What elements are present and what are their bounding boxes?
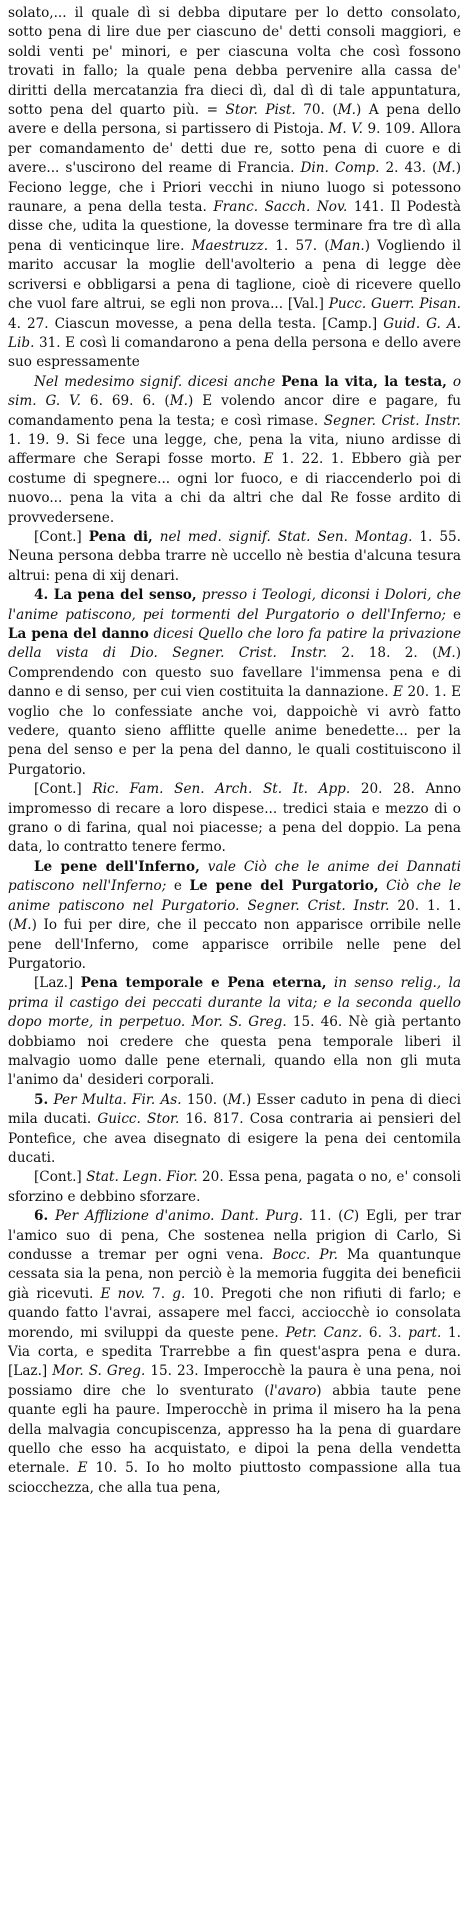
body-text: 31. E così li comandarono a pena della persona e dello avere suo espressamente [8, 334, 461, 371]
body-text: ) Comprendendo con questo suo favellare l'immensa pena e di danno e di senso, per cui vien costituita la dannazione. [8, 645, 461, 701]
body-text: 1. 57. ( [268, 237, 330, 254]
body-text [48, 1208, 55, 1224]
body-text: 15. 46. Nè già pertanto dobbiamo noi credere che questa pena temporale liberi il malvagio uomo dalle pene eternali, quando ella non gli muta l'animo da' desideri corporali. [8, 1014, 461, 1089]
paragraph [8, 1168, 461, 1207]
entry-heading: Pena di, [88, 528, 153, 545]
body-text: 4. 27. Ciascun movesse, a pena della testa. [Camp.] [8, 315, 384, 332]
body-text: 11. ( [303, 1208, 344, 1225]
citation-text: M. [169, 393, 188, 410]
citation-text: Mor. S. Greg. [52, 1363, 146, 1380]
body-text: 1. 19. 9. Si fece una legge, che, pena la vita, niuno ardisse di affermare che Serapi fosse morto. [8, 431, 461, 468]
entry-heading: Le pene del Purgatorio, [189, 878, 379, 895]
citation-text: Stat. Legn. Fior. [86, 1169, 198, 1186]
body-text: 20. 1. E voglio che lo confessiate anche voi, dappoichè vi avrò fatto vedere, quanto sieno afflitte quelle anime benedette... per la pena del senso e per la pena del danno, le quali costituiscono il Purgatorio. [8, 684, 461, 778]
citation-text: M. [337, 102, 356, 119]
body-text: 1. 55. Neuna persona debba trarre nè uccello nè bestia d'alcuna tesura altrui: pena di xij denari. [8, 528, 461, 584]
paragraph [8, 780, 461, 858]
body-text: ) abbia taute pene quante egli ha paure. Imperocchè in prima il misero ha la pena della malvagia concupiscenza, appresso ha la pena di guardare quello che esso ha acquistato, e dipoi la pena della vendetta eternale. [8, 1382, 461, 1477]
citation-text: Guid. G. A. Lib. [8, 315, 461, 351]
body-text: 20. Essa pena, pagata o no, e' consoli sforzino e debbino sforzare. [8, 1169, 461, 1205]
citation-text: Nel medesimo signif. dicesi anche [34, 373, 276, 390]
citation-text: Petr. Canz. [285, 1324, 363, 1341]
citation-text: Man. [329, 237, 365, 254]
citation-text: E [77, 1460, 88, 1477]
body-text: 6. 69. 6. ( [80, 393, 170, 410]
entry-heading: 6. [34, 1208, 49, 1225]
entry-heading: Pena temporale e Pena eterna, [80, 975, 327, 992]
entry-heading: Le pene dell'Inferno, [34, 858, 200, 875]
citation-text: in senso relig., la prima il castigo dei peccati durante la vita; e la seconda quello dopo morte, in perpetuo. Mor. S. Greg. [8, 975, 461, 1031]
citation-text: M. V. [328, 121, 363, 138]
body-text: ) Feciono legge, che i Priori vecchi in niuno luogo si potessono raunare, a pena della testa. [8, 160, 461, 216]
body-text [153, 529, 160, 545]
citation-text: E [263, 451, 274, 468]
body-text: ) Egli, per trar l'amico suo di pena, Che sostenea nella prigion di Carlo, Si condusse a tremar per ogni vena. [8, 1208, 461, 1263]
body-text: ) Io fui per dire, che il peccato non apparisce orribile nelle pene dell'Inferno, come apparisce orribile nelle pene del Purgatorio. [8, 917, 461, 972]
entry-heading: 5. [34, 1091, 49, 1108]
entry-heading: Pena la vita, la testa, [281, 373, 447, 390]
body-text: solato,... il quale dì si debba diputare per lo detto consolato, sotto pena di lire due per ciascuno de' detti consoli maggiori, e soldi venti pe' minori, e per ciascuna volta che così fossono trovati in fallo; la quale pena debba pervenire alla cassa de' diritti della mercatanzia fra dieci dì, dal dì di tale appuntatura, sotto pena del quarto più. = [8, 5, 461, 119]
citation-text: Stor. Pist. [225, 102, 296, 119]
paragraph [8, 858, 461, 974]
citation-text: M. [227, 1091, 246, 1108]
body-text: 16. 817. Cosa contraria ai pensieri del Pontefice, che avea disegnato di esigere la pena dei centomila ducati. [8, 1111, 461, 1166]
body-text: e [445, 606, 462, 623]
body-text: 7. [144, 1285, 173, 1302]
citation-text: Per Multa. Fir. As. [53, 1091, 182, 1108]
body-text: 10. Pregoti che non rifiuti di farlo; e quando fatto l'avrai, assapere mel facci, acciocchè io consolata morendo, mi sviluppi da queste pene. [8, 1285, 461, 1341]
body-text: 6. 3. [362, 1324, 409, 1341]
paragraph [8, 373, 461, 528]
citation-text: Ric. Fam. Sen. Arch. St. It. App. [92, 781, 351, 798]
citation-text: g. [172, 1285, 186, 1302]
body-text: 141. Il Podestà disse che, udita la questione, la dovesse terminare fra tre dì alla pena di venticinque lire. [8, 199, 461, 254]
citation-text: Franc. Sacch. Nov. [213, 199, 348, 216]
body-text: 2. 18. 2. ( [327, 645, 438, 662]
entry-heading: La pena del danno [8, 626, 149, 642]
citation-text: M. [437, 160, 456, 177]
citation-text: Maestruzz. [191, 237, 269, 254]
body-text: 9. 109. Allora per comandamento de' detti due re, sotto pena di cuore e di avere... s'uscirono del reame di Francia. [8, 121, 461, 177]
paragraph [8, 4, 461, 373]
body-text: 2. 43. ( [379, 160, 438, 177]
body-text: ) Vogliendo il marito accusar la moglie dell'avolterio a pena di legge dèe scriversi e obbligarsi a pena di taglione, cioè di ricevere quello che vuol fare altrui, se egli non prova... [Val.] [8, 237, 462, 313]
citation-text: C [343, 1208, 354, 1225]
body-text: [Cont.] [34, 528, 89, 545]
body-text: 1. Via corta, e spedita Trarrebbe a fin quest'aspra pena e dura. [Laz.] [8, 1324, 461, 1380]
body-text: 15. 23. Imperocchè la paura è una pena, noi possiamo dire che lo sventurato ( [8, 1363, 461, 1399]
citation-text: Bocc. Pr. [272, 1247, 338, 1263]
body-text: ) Esser caduto in pena di dieci mila ducati. [8, 1091, 462, 1128]
body-text [327, 975, 334, 991]
paragraph [8, 1207, 461, 1498]
citation-text: presso i Teologi, diconsi i Dolori, che l'anime patiscono, pei tormenti del Purgatorio o dell'Inferno; [8, 587, 461, 623]
citation-text: Segner. Crist. Instr. [323, 412, 461, 429]
body-text: e [166, 878, 190, 895]
paragraph [8, 528, 461, 586]
citation-text: part. [408, 1324, 442, 1341]
body-text: 150. ( [181, 1091, 228, 1108]
paragraph [8, 1091, 461, 1169]
citation-text: E nov. [100, 1285, 145, 1302]
citation-text: E [393, 684, 403, 701]
body-text [200, 859, 208, 875]
citation-text: M. [437, 645, 456, 662]
paragraph [8, 586, 461, 780]
body-text: [Laz.] [34, 975, 81, 992]
body-text: 10. 5. Io ho molto piuttosto compassione alla tua sciocchezza, che alla tua pena, [8, 1460, 461, 1496]
citation-text: Guicc. Stor. [97, 1111, 180, 1128]
citation-text: dicesi Quello che loro fa patire la privazione della vista di Dio. Segner. Crist. Instr. [8, 626, 461, 662]
citation-text: Per Afflizione d'animo. Dant. Purg. [54, 1208, 303, 1225]
body-text: [Cont.] [34, 1169, 87, 1186]
body-text: ) E volendo ancor dire e pagare, fu comandamento pena la testa; e così rimase. [8, 393, 461, 429]
citation-text: Din. Comp. [300, 160, 380, 177]
body-text: 20. 1. 1. ( [8, 897, 461, 934]
citation-text: M. [13, 917, 32, 934]
body-text: 1. 22. 1. Ebbero già per costume di spegnere... ogni lor fuoco, e di riaccenderlo poi di nuovo... pena la vita a chi da altri che dal Re fosse ardito di provvedersene. [8, 451, 462, 526]
citation-text: o sim. G. V. [8, 373, 461, 410]
paragraph [8, 974, 461, 1090]
body-text: 70. ( [295, 102, 338, 119]
citation-text: Pucc. Guerr. Pisan. [328, 296, 461, 313]
citation-text: vale Ciò che le anime dei Dannati patiscono nell'Inferno; [8, 858, 461, 895]
body-text: Ma quantunque cessata sia la pena, non perciò è la memoria fuggita dei beneficii già ricevuti. [8, 1247, 461, 1302]
citation-text: Ciò che le anime patiscono nel Purgatorio. Segner. Crist. Instr. [8, 878, 461, 914]
citation-text: l'avaro [269, 1382, 317, 1399]
body-text: ) A pena dello avere e della persona, si partissero di Pistoja. [8, 102, 461, 138]
body-text: 20. 28. Anno impromesso di recare a loro dispese... tredici staia e mezzo di o grano o di farina, qual noi piacesse; a pena del doppio. La pena data, lo contratto tenere fermo. [8, 781, 461, 856]
citation-text: nel med. signif. Stat. Sen. Montag. [159, 528, 413, 545]
entry-heading: 4. La pena del senso, [34, 587, 197, 604]
body-text: [Cont.] [34, 781, 93, 798]
